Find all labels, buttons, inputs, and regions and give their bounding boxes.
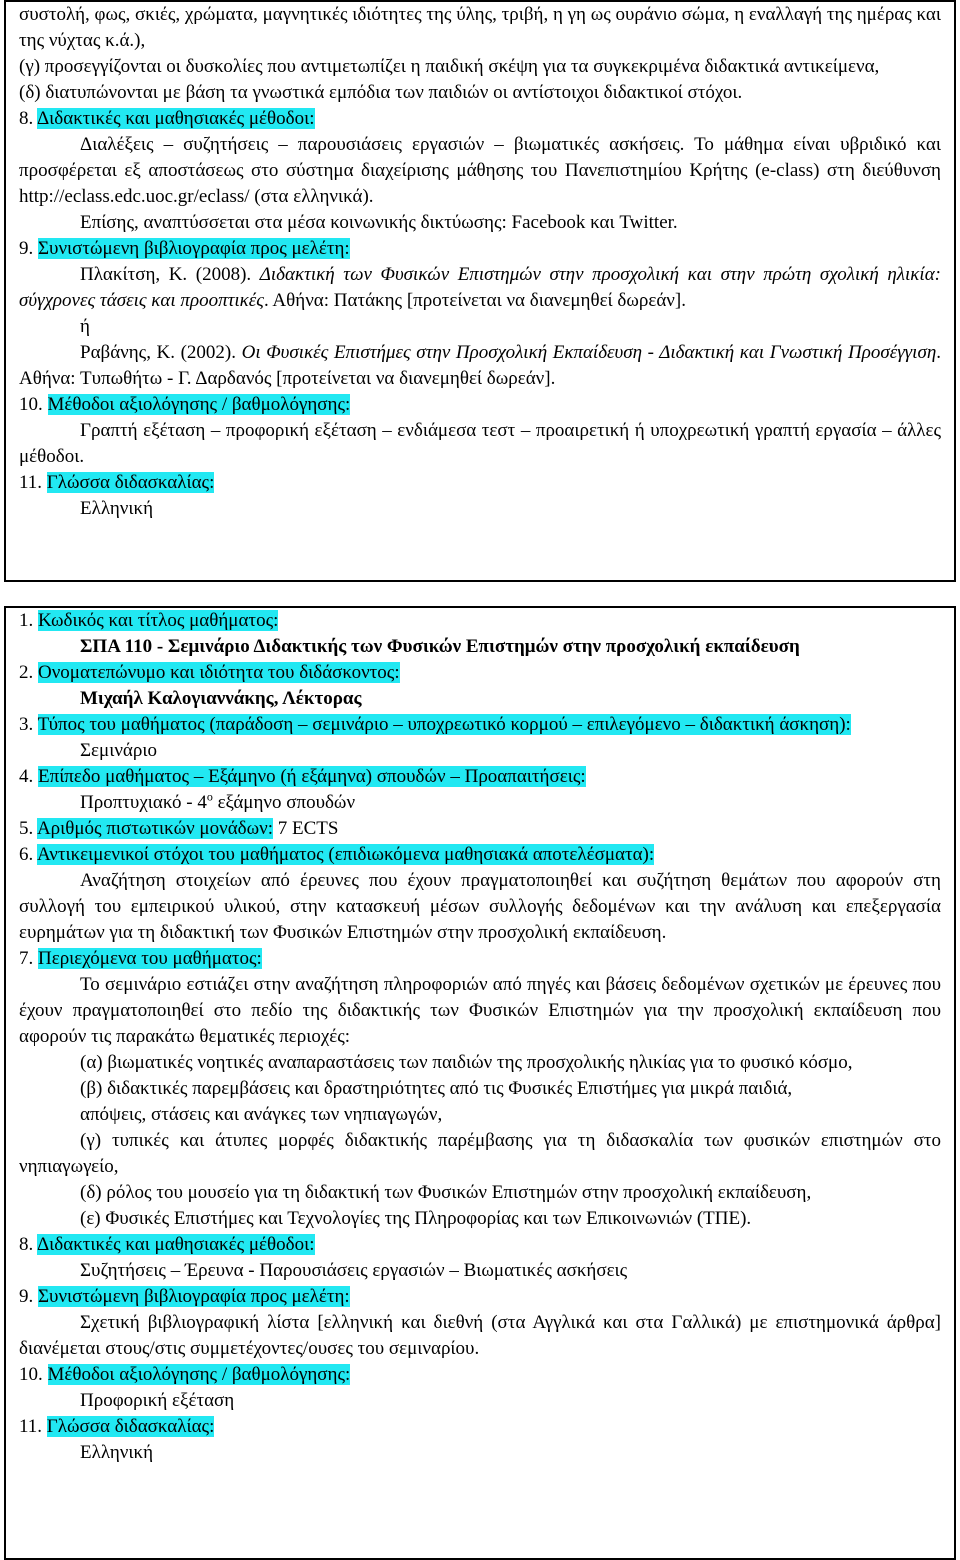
ects-value: 7 ECTS <box>272 818 339 839</box>
heading-number: 10. <box>19 1364 43 1385</box>
heading-number: 7. <box>19 948 34 969</box>
contents-item-b-cont: απόψεις, στάσεις και ανάγκες των νηπιαγωγών, <box>80 1104 443 1125</box>
heading-number: 8. <box>19 108 34 129</box>
heading-number: 6. <box>19 844 34 865</box>
heading-code-title <box>19 608 941 634</box>
course-box-continued <box>4 0 956 582</box>
contents-item-a: (α) βιωματικές νοητικές αναπαραστάσεις των παιδιών της προσχολικής ηλικίας για το φυσικό κόσμο, <box>80 1052 853 1073</box>
heading-number: 2. <box>19 662 34 683</box>
heading-methods <box>19 106 941 132</box>
heading-label: Κωδικός και τίτλος μαθήματος: <box>38 610 279 631</box>
contents-item-d: (δ) ρόλος του μουσείο για τη διδακτική των Φυσικών Επιστημών στην προσχολική εκπαίδευση, <box>80 1182 812 1203</box>
heading-label: Διδακτικές και μαθησιακές μέθοδοι: <box>36 1234 315 1255</box>
heading-language <box>19 1414 941 1440</box>
course-box-spa110 <box>4 606 956 1560</box>
heading-label: Αντικειμενικοί στόχοι του μαθήματος (επιδιωκόμενα μαθησιακά αποτελέσματα): <box>36 844 655 865</box>
heading-label: Συνιστώμενη βιβλιογραφία προς μελέτη: <box>38 1286 350 1307</box>
assessment-text: Γραπτή εξέταση – προφορική εξέταση – ενδιάμεσα τεστ – προαιρετική ή υποχρεωτική γραπτή εργασία – άλλες μέθοδοι. <box>19 420 941 467</box>
heading-bibliography <box>19 236 941 262</box>
course-title: ΣΠΑ 110 - Σεμινάριο Διδακτικής των Φυσικών Επιστημών στην προσχολική εκπαίδευση <box>80 636 800 657</box>
content-item-d: (δ) διατυπώνονται με βάση τα γνωστικά εμπόδια των παιδιών οι αντίστοιχοι διδακτικοί στόχοι. <box>19 82 743 103</box>
contents-item-c: (γ) τυπικές και άτυπες μορφές διδακτικής παρέμβασης για τη διδασκαλία των φυσικών επιστημών στο νηπιαγωγείο, <box>19 1130 941 1177</box>
heading-number: 9. <box>19 1286 34 1307</box>
heading-number: 11. <box>19 1416 43 1437</box>
heading-contents <box>19 946 941 972</box>
heading-label: Μέθοδοι αξιολόγησης / βαθμολόγησης: <box>47 394 351 415</box>
heading-label: Ονοματεπώνυμο και ιδιότητα του διδάσκοντος: <box>38 662 400 683</box>
heading-objectives <box>19 842 941 868</box>
heading-assessment <box>19 1362 941 1388</box>
methods-text: Συζητήσεις – Έρευνα - Παρουσιάσεις εργασιών – Βιωματικές ασκήσεις <box>80 1260 628 1281</box>
instructor-name: Μιχαήλ Καλογιαννάκης, Λέκτορας <box>80 688 362 709</box>
heading-label: Διδακτικές και μαθησιακές μέθοδοι: <box>36 108 315 129</box>
language-text: Ελληνική <box>80 498 154 519</box>
heading-label: Γλώσσα διδασκαλίας: <box>46 1416 215 1437</box>
heading-label: Επίπεδο μαθήματος – Εξάμηνο (ή εξάμηνα) σπουδών – Προαπαιτήσεις: <box>38 766 586 787</box>
heading-label: Μέθοδοι αξιολόγησης / βαθμολόγησης: <box>47 1364 351 1385</box>
heading-label: Γλώσσα διδασκαλίας: <box>46 472 215 493</box>
course-level: Προπτυχιακό - $4^o$ εξάμηνο σπουδών <box>80 789 356 813</box>
heading-number: 8. <box>19 1234 34 1255</box>
heading-number: 3. <box>19 714 34 735</box>
content-list-end: συστολή, φως, σκιές, χρώματα, μαγνητικές ιδιότητες της ύλης, τριβή, η γη ως ουράνιο σώμα, η εναλλαγή της ημέρας και της νύχτας κ.ά.), <box>19 4 941 51</box>
heading-label: Τύπος του μαθήματος (παράδοση – σεμινάριο – υποχρεωτικό κορμού – επιλεγόμενο – διδακτική άσκηση): <box>37 714 851 735</box>
heading-label: Περιεχόμενα του μαθήματος: <box>38 948 262 969</box>
heading-type <box>19 712 941 738</box>
contents-item-b: (β) διδακτικές παρεμβάσεις και δραστηριότητες από τις Φυσικές Επιστήμες για μικρά παιδιά, <box>80 1078 793 1099</box>
course-type: Σεμινάριο <box>80 740 157 761</box>
heading-ects <box>19 816 941 842</box>
heading-label: Συνιστώμενη βιβλιογραφία προς μελέτη: <box>38 238 350 259</box>
methods-social: Επίσης, αναπτύσσεται στα μέσα κοινωνικής δικτύωσης: Facebook και Twitter. <box>80 212 678 233</box>
language-text: Ελληνική <box>80 1442 154 1463</box>
heading-methods <box>19 1232 941 1258</box>
heading-number: 11. <box>19 472 43 493</box>
methods-text: Διαλέξεις – συζητήσεις – παρουσιάσεις εργασιών – βιωματικές ασκήσεις. Το μάθημα είναι υβριδικό και προσφέρεται εξ αποστάσεως στο σύστημα διαχείρισης μάθησης του Πανεπιστημίου Κρήτης (e-class) στη διεύθυνση http://eclass.edc.uoc.gr/eclass/ (στα ελληνικά). <box>19 134 941 207</box>
reference-1: Πλακίτση, Κ. (2008). Διδακτική των Φυσικών Επιστημών στην προσχολική και στην πρώτη σχολική ηλικία: σύγχρονες τάσεις και προοπτικές. Αθήνα: Πατάκης [προτείνεται να διανεμηθεί δωρεάν]. <box>19 264 941 311</box>
heading-number: 1. <box>19 610 34 631</box>
heading-language <box>19 470 941 496</box>
contents-item-e: (ε) Φυσικές Επιστήμες και Τεχνολογίες της Πληροφορίας και των Επικοινωνιών (ΤΠΕ). <box>80 1208 752 1229</box>
contents-intro: Το σεμινάριο εστιάζει στην αναζήτηση πληροφοριών από πηγές και βάσεις δεδομένων σχετικών με έρευνες που έχουν πραγματοποιηθεί στο πεδίο της διδακτικής των Φυσικών Επιστημών για την προσχολική εκπαίδευση που αφορούν τις παρακάτω θεματικές περιοχές: <box>19 974 941 1047</box>
heading-label: Αριθμός πιστωτικών μονάδων: <box>36 818 273 839</box>
heading-number: 5. <box>19 818 34 839</box>
heading-number: 4. <box>19 766 34 787</box>
heading-number: 10. <box>19 394 43 415</box>
heading-level <box>19 764 941 790</box>
objectives-text: Αναζήτηση στοιχείων από έρευνες που έχουν πραγματοποιηθεί και συζήτηση θεμάτων που αφορούν στη συλλογή του εμπειρικού υλικού, στην κατασκευή μέσων συλλογής δεδομένων και την ανάλυση και επεξεργασία ευρημάτων για τη διδακτική των Φυσικών Επιστημών στην προσχολική εκπαίδευση. <box>19 870 941 943</box>
heading-instructor <box>19 660 941 686</box>
heading-assessment <box>19 392 941 418</box>
bibliography-text: Σχετική βιβλιογραφική λίστα [ελληνική και διεθνή (στα Αγγλικά και στα Γαλλικά) με επιστημονικά άρθρα] διανέμεται στους/στις συμμετέχοντες/ουσες του σεμιναρίου. <box>19 1312 941 1359</box>
heading-number: 9. <box>19 238 34 259</box>
heading-bibliography <box>19 1284 941 1310</box>
content-item-c: (γ) προσεγγίζονται οι δυσκολίες που αντιμετωπίζει η παιδική σκέψη για τα συγκεκριμένα διδακτικά αντικείμενα, <box>19 56 880 77</box>
or-text: ή <box>80 316 90 337</box>
assessment-text: Προφορική εξέταση <box>80 1390 235 1411</box>
reference-2: Ραβάνης, Κ. (2002). Οι Φυσικές Επιστήμες στην Προσχολική Εκπαίδευση - Διδακτική και Γνωστική Προσέγγιση. Αθήνα: Τυπωθήτω - Γ. Δαρδανός [προτείνεται να διανεμηθεί δωρεάν]. <box>19 342 941 389</box>
